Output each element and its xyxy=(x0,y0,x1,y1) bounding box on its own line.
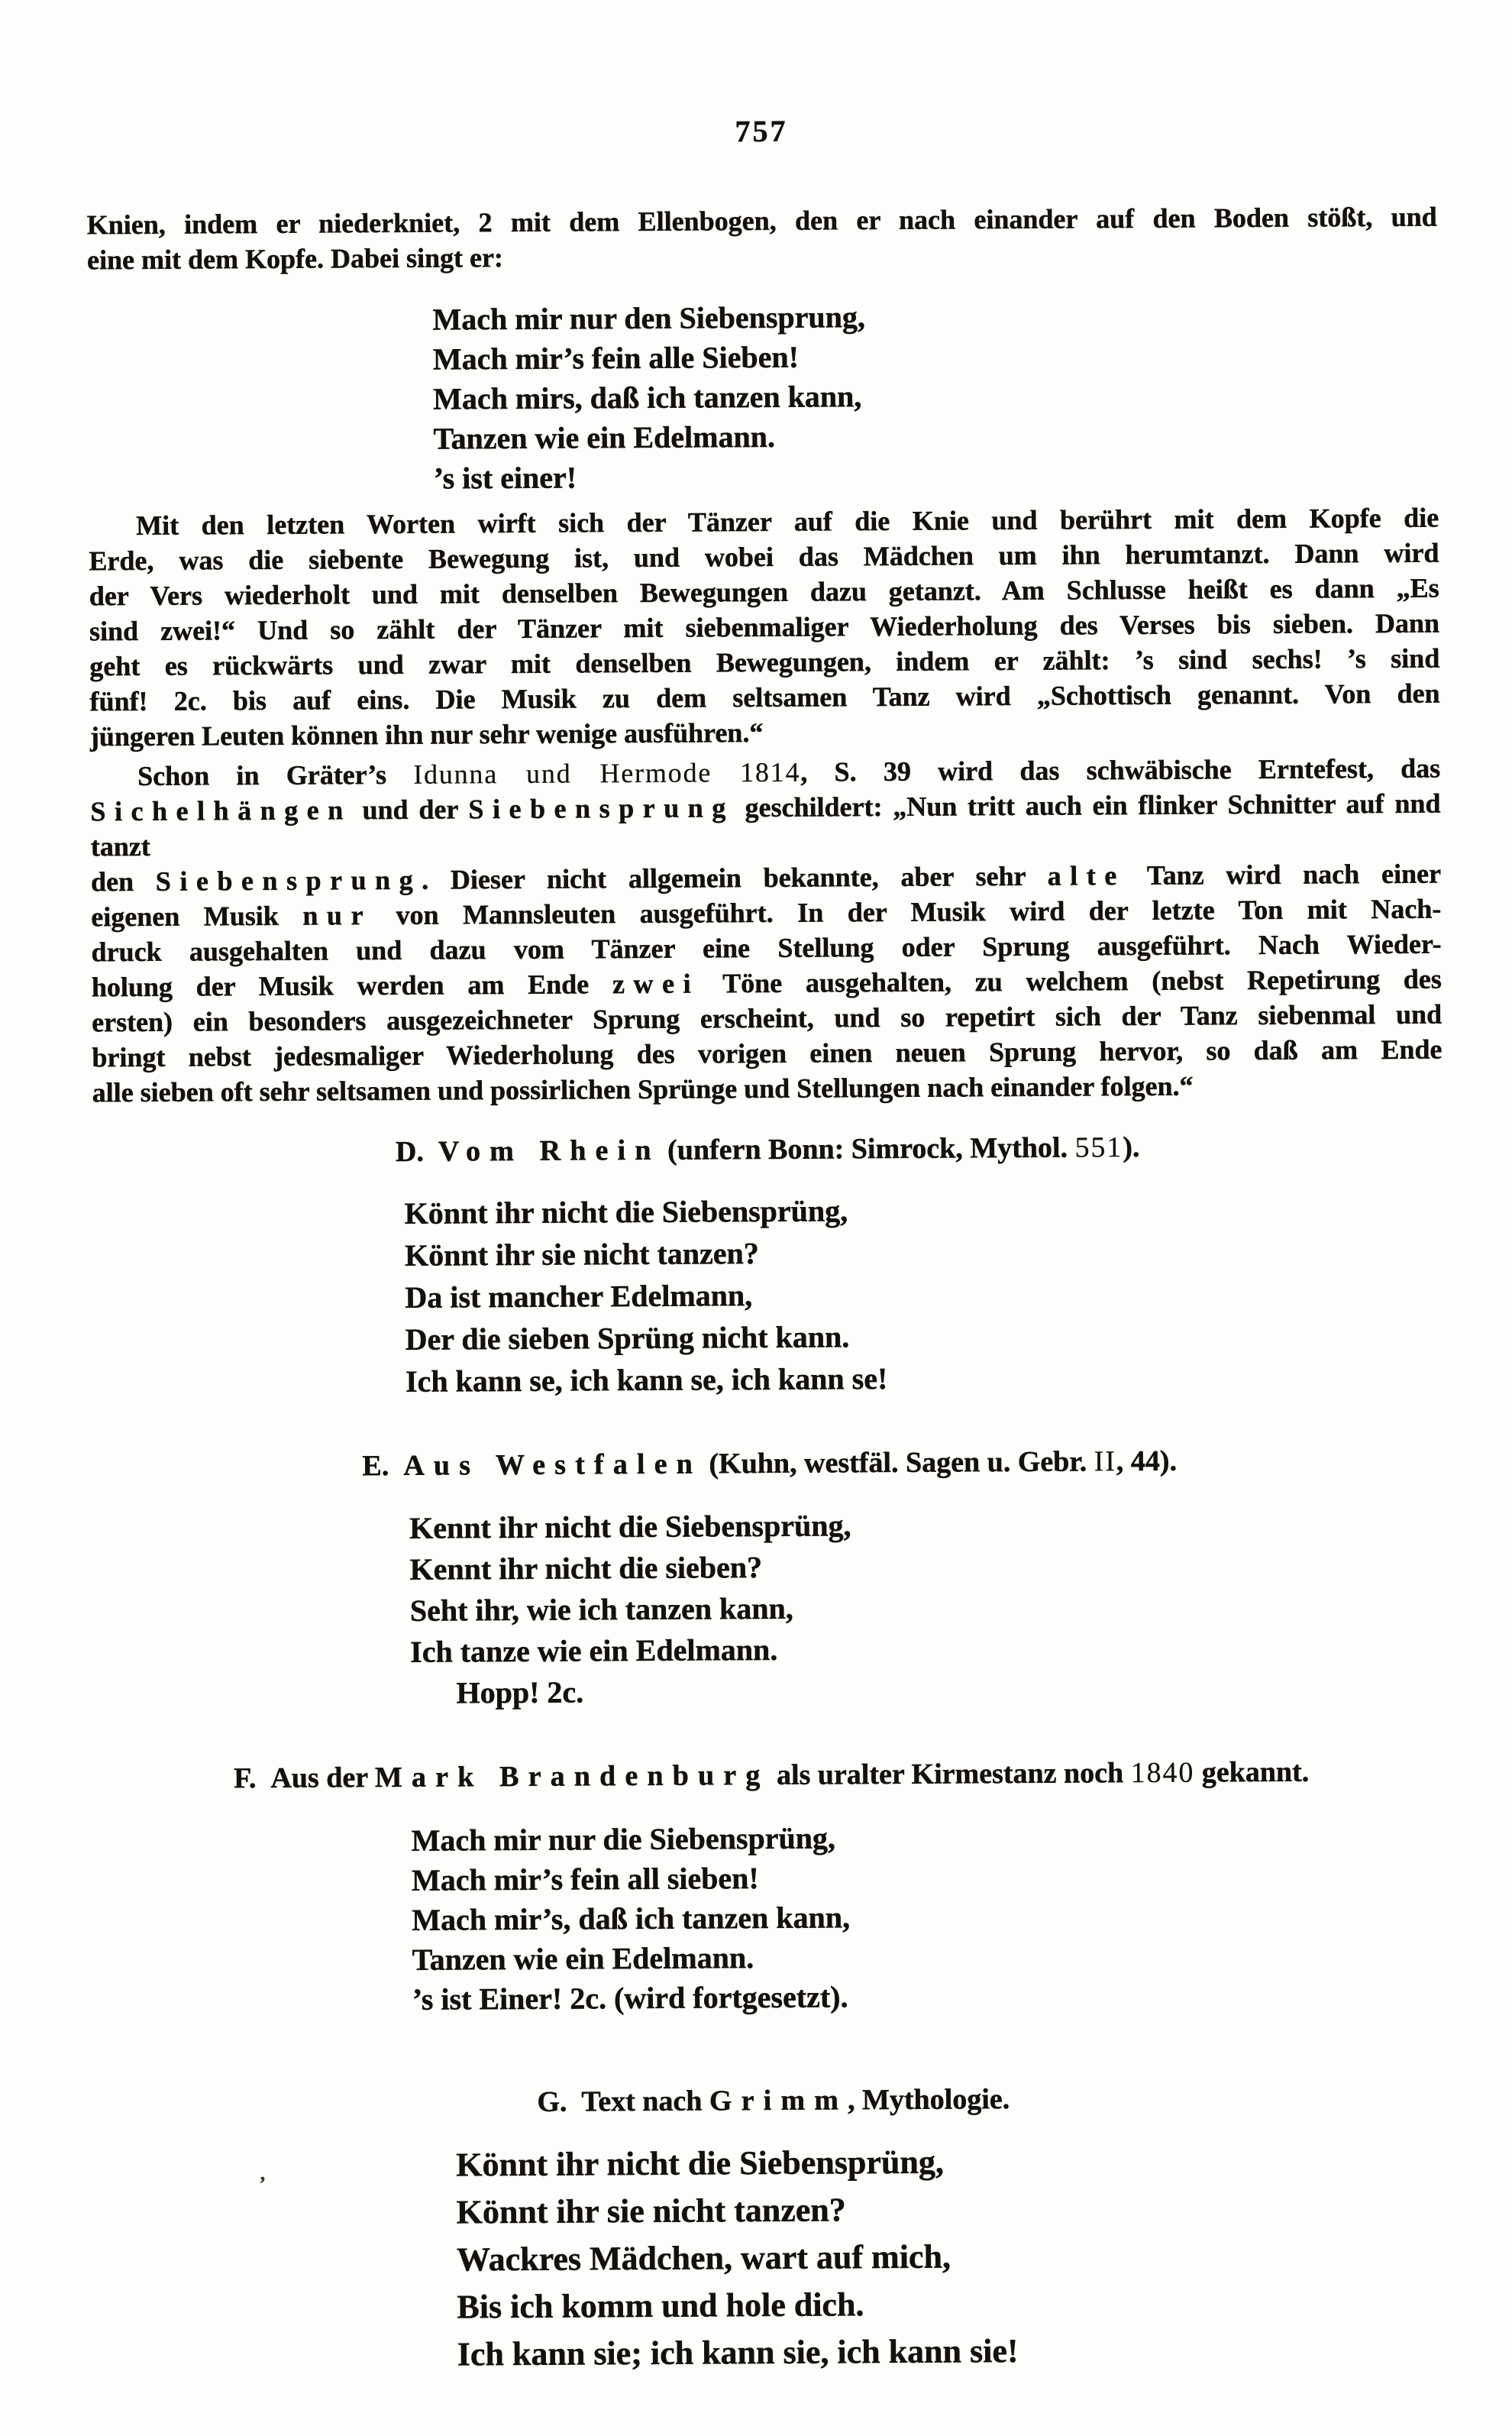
text-segment: eine mit dem Kopfe. Dabei singt er: xyxy=(86,242,504,276)
text-segment: Tanz wird nach einer xyxy=(1125,858,1442,891)
paragraph-dance-description xyxy=(89,500,1440,755)
section-heading-d xyxy=(92,1127,1443,1173)
text-segment: II xyxy=(1094,1445,1116,1478)
text-segment: (unfern Bonn: Simrock, Mythol. xyxy=(660,1131,1075,1166)
text-segment: Tanzen wie ein Edelmann. xyxy=(433,419,776,456)
text-line xyxy=(92,1067,1443,1111)
text-segment: Aus der xyxy=(270,1761,376,1794)
text-segment: nur xyxy=(302,900,373,931)
section-heading-f xyxy=(96,1752,1446,1799)
text-line xyxy=(412,1974,1448,2020)
text-segment: Kennt ihr nicht die sieben? xyxy=(409,1550,763,1587)
text-line xyxy=(434,453,1439,499)
text-segment: ’s ist Einer! 2c. (wird fortgesetzt). xyxy=(412,1979,848,2017)
verse-block-d xyxy=(405,1186,1445,1402)
verse-block-e xyxy=(409,1502,1446,1714)
text-segment: alle sieben oft sehr seltsamen und possirlichen Sprünge und Stellungen nach einander folgen.“ xyxy=(92,1070,1194,1108)
text-segment: Knien, indem er niederkniet, 2 mit dem Ellenbogen, den er nach einander auf den Boden stößt, und xyxy=(86,201,1437,241)
text-line xyxy=(410,1667,1446,1714)
text-line xyxy=(410,1584,1446,1632)
text-line xyxy=(409,1502,1445,1549)
text-line xyxy=(456,2136,1449,2189)
text-segment: Siebensprung xyxy=(468,792,735,825)
text-line xyxy=(405,1228,1443,1276)
text-line xyxy=(457,2231,1449,2284)
text-segment: geht es rückwärts und zwar mit denselben Bewegungen, indem er zählt: ’s sind sechs! ’s sind xyxy=(89,642,1440,682)
text-line xyxy=(412,1894,1447,1940)
text-segment: , Mythologie. xyxy=(847,2083,1010,2117)
text-line xyxy=(410,1626,1446,1673)
text-segment: , S. 39 wird das schwäbische Erntefest, das xyxy=(800,752,1441,788)
text-segment: Sichelhängen xyxy=(90,794,352,827)
text-segment: Siebensprung xyxy=(155,864,422,897)
paragraph-graeter-quote xyxy=(90,751,1443,1111)
text-segment: ’s ist einer! xyxy=(433,460,577,496)
text-line xyxy=(433,334,1438,380)
text-segment: Tanzen wie ein Edelmann. xyxy=(412,1940,754,1977)
verse-block-f xyxy=(412,1815,1449,2020)
text-segment: , 44). xyxy=(1116,1444,1178,1478)
text-segment: E. xyxy=(362,1449,404,1483)
text-line xyxy=(409,1543,1445,1590)
text-segment: Ich tanze wie ein Edelmann. xyxy=(410,1632,778,1669)
text-segment: Mach mir’s fein all sieben! xyxy=(411,1861,759,1897)
text-line xyxy=(87,235,1437,278)
text-segment: Hopp! 2c. xyxy=(456,1674,584,1710)
text-segment: Kennt ihr nicht die Siebensprüng, xyxy=(409,1508,851,1545)
text-segment: von Mannsleuten ausgeführt. In der Musik wird der letzte Ton mit Nach- xyxy=(371,893,1442,931)
text-segment: 551 xyxy=(1074,1131,1123,1164)
text-segment: . Dieser nicht allgemein bekannte, aber sehr xyxy=(422,860,1048,895)
text-line xyxy=(405,1270,1443,1318)
text-segment: Schon in Gräter’s xyxy=(137,759,414,792)
text-segment: Könnt ihr sie nicht tanzen? xyxy=(404,1236,759,1273)
text-line xyxy=(405,1312,1444,1360)
text-line xyxy=(412,1934,1448,1980)
text-segment: und der xyxy=(351,794,469,826)
text-segment: Idunna und Hermode 1814 xyxy=(413,756,801,790)
text-segment: Mach mir nur die Siebensprüng, xyxy=(411,1820,836,1858)
page-content xyxy=(86,0,1450,2380)
text-segment: D. xyxy=(395,1135,439,1168)
text-line xyxy=(456,2183,1449,2237)
text-segment: Der die sieben Sprüng nicht kann. xyxy=(405,1319,850,1357)
text-segment: Seht ihr, wie ich tanzen kann, xyxy=(409,1590,793,1628)
text-segment: alte xyxy=(1047,860,1126,891)
text-line xyxy=(95,1441,1445,1487)
text-segment: Mach mir’s, daß ich tanzen kann, xyxy=(412,1900,851,1937)
text-segment: Da ist mancher Edelmann, xyxy=(405,1278,753,1315)
scan-artifact-mark: ’ xyxy=(259,2172,267,2195)
text-line xyxy=(405,1354,1444,1402)
text-segment: Grimm xyxy=(709,2084,848,2117)
text-segment: Mach mir’s fein alle Sieben! xyxy=(432,339,800,377)
text-segment: Erde, was die siebente Bewegung ist, und wobei das Mädchen um ihn herumtanzt. Dann wird xyxy=(89,537,1439,577)
text-line xyxy=(457,2325,1450,2379)
text-line xyxy=(405,1186,1443,1234)
text-line xyxy=(92,1127,1443,1173)
text-segment: gekannt. xyxy=(1194,1755,1310,1789)
text-segment: Mark Brandenburg xyxy=(374,1758,770,1794)
text-segment: eigenen Musik xyxy=(91,900,303,933)
text-segment: druck ausgehalten und dazu vom Tänzer eine Stellung oder Sprung ausgeführt. Nach Wieder- xyxy=(91,928,1442,968)
text-segment: Vom Rhein xyxy=(438,1134,661,1168)
text-segment: Könnt ihr sie nicht tanzen? xyxy=(456,2191,846,2231)
text-segment: F. xyxy=(234,1761,271,1795)
text-segment: als uralter Kirmestanz noch xyxy=(769,1757,1131,1791)
text-segment: der Vers wiederholt und mit denselben Bewegungen dazu getanzt. Am Schlusse heißt es dann „Es xyxy=(89,572,1439,612)
text-line xyxy=(432,294,1437,340)
text-segment: ). xyxy=(1123,1131,1140,1164)
text-segment: holung der Musik werden am Ende xyxy=(91,969,613,1003)
text-segment: sind zwei!“ Und so zählt der Tänzer mit siebenmaliger Wiederholung des Verses bis sieben. Dann xyxy=(89,607,1440,647)
text-segment: G. xyxy=(537,2085,582,2118)
text-segment: Könnt ihr nicht die Siebensprüng, xyxy=(456,2143,945,2184)
text-segment: Töne ausgehalten, zu welchem (nebst Repetirung des xyxy=(699,963,1442,999)
text-segment: Mach mirs, daß ich tanzen kann, xyxy=(433,379,862,416)
text-segment: Mach mir nur den Siebensprung, xyxy=(432,299,866,337)
text-segment: Könnt ihr nicht die Siebensprüng, xyxy=(404,1193,848,1231)
text-segment: jüngeren Leuten können ihn nur sehr wenige ausführen.“ xyxy=(89,717,764,752)
text-segment: Wackres Mädchen, wart auf mich, xyxy=(456,2237,951,2279)
text-line xyxy=(412,1815,1447,1861)
text-line xyxy=(90,786,1441,865)
text-segment: Aus Westfalen xyxy=(403,1448,703,1482)
text-segment: (Kuhn, westfäl. Sagen u. Gebr. xyxy=(701,1445,1094,1480)
text-segment: Text nach xyxy=(581,2085,710,2118)
text-line xyxy=(96,1752,1446,1799)
text-line xyxy=(433,413,1438,459)
text-segment: Ich kann sie; ich kann sie, ich kann sie! xyxy=(457,2331,1019,2373)
text-segment: bringt nebst jedesmaliger Wiederholung des vorigen einen neuen Sprung hervor, so daß am Ende xyxy=(92,1034,1443,1073)
text-segment: Bis ich komm und hole dich. xyxy=(457,2286,864,2326)
text-line xyxy=(433,374,1438,419)
text-segment: geschildert: „Nun tritt auch ein flinker Schnitter auf nnd tanzt xyxy=(90,788,1441,862)
verse-block-g xyxy=(456,2136,1450,2379)
text-line xyxy=(412,1855,1447,1901)
text-segment: den xyxy=(90,865,156,898)
intro-paragraph xyxy=(87,199,1438,278)
section-heading-e xyxy=(95,1441,1445,1487)
text-segment: Ich kann se, ich kann se, ich kann se! xyxy=(405,1361,888,1399)
text-segment: fünf! 2c. bis auf eins. Die Musik zu dem seltsamen Tanz wird „Schottisch genannt. Von den xyxy=(89,678,1440,717)
text-segment: Mit den letzten Worten wirft sich der Tänzer auf die Knie und berührt mit dem Kopfe die xyxy=(136,502,1439,542)
verse-block-intro xyxy=(432,294,1439,499)
page-number: 757 xyxy=(735,113,788,149)
text-segment: 1840 xyxy=(1130,1756,1195,1790)
section-heading-g xyxy=(99,2078,1449,2124)
text-segment: zwei xyxy=(612,968,700,1000)
text-segment: ersten) ein besonders ausgezeichneter Sprung erscheint, und so repetirt sich der Tanz siebenmal und xyxy=(92,998,1443,1038)
text-line xyxy=(90,711,1440,755)
text-line xyxy=(99,2078,1449,2124)
text-line xyxy=(457,2278,1449,2331)
